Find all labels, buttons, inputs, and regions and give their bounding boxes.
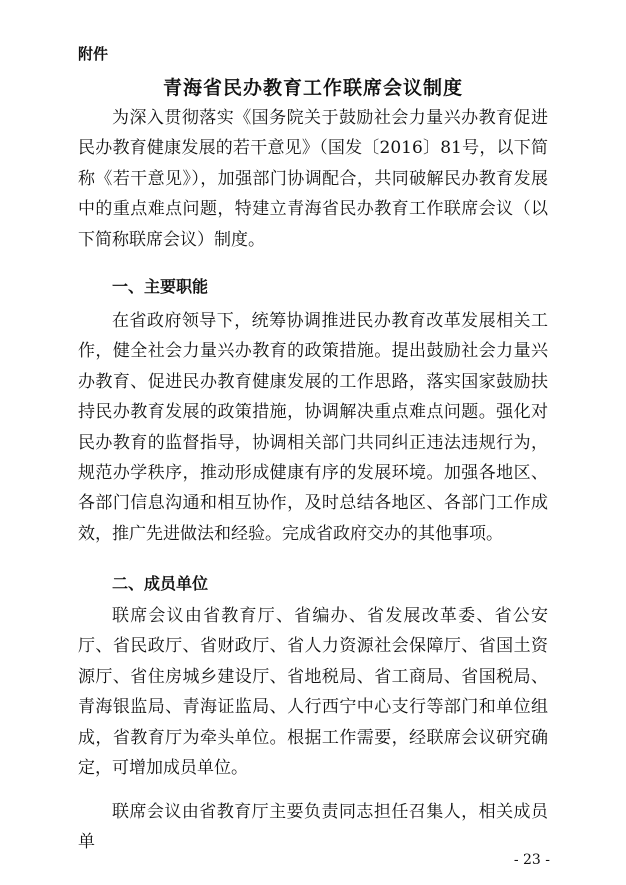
section-heading-main-functions: 一、主要职能 — [112, 277, 209, 296]
document-title: 青海省民办教育工作联席会议制度 — [162, 77, 463, 99]
page-number: - 23 - — [513, 852, 550, 868]
member-units-paragraph: 联席会议由省教育厅、省编办、省发展改革委、省公安厅、省民政厅、省财政厅、省人力资源社会保障厅、省国土资源厅、省住房城乡建设厅、省地税局、省工商局、省国税局、青海银监局、青海证监局、人行西宁中心支行等部门和单位组成，省教育厅为牵头单位。根据工作需要，经联席会议研究确定，可增加成员单位。 — [78, 606, 548, 779]
main-functions-paragraph: 在省政府领导下，统筹协调推进民办教育改革发展相关工作，健全社会力量兴办教育的政策措施。提出鼓励社会力量兴办教育、促进民办教育健康发展的工作思路，落实国家鼓励扶持民办教育发展的政策措施，协调解决重点难点问题。强化对民办教育的监督指导，协调相关部门共同纠正违法违规行为，规范办学秩序，推动形成健康有序的发展环境。加强各地区、各部门信息沟通和相互协作，及时总结各地区、各部门工作成效，推广先进做法和经验。完成省政府交办的其他事项。 — [78, 311, 548, 544]
section-heading-member-units: 二、成员单位 — [112, 574, 209, 593]
attachment-label: 附件 — [78, 45, 109, 63]
convener-paragraph: 联席会议由省教育厅主要负责同志担任召集人，相关成员单 — [78, 802, 548, 853]
intro-paragraph: 为深入贯彻落实《国务院关于鼓励社会力量兴办教育促进民办教育健康发展的若干意见》（国发〔2016〕81号，以下简称《若干意见》），加强部门协调配合，共同破解民办教育发展中的重点难点问题，特建立青海省民办教育工作联席会议（以下简称联席会议）制度。 — [78, 108, 548, 250]
